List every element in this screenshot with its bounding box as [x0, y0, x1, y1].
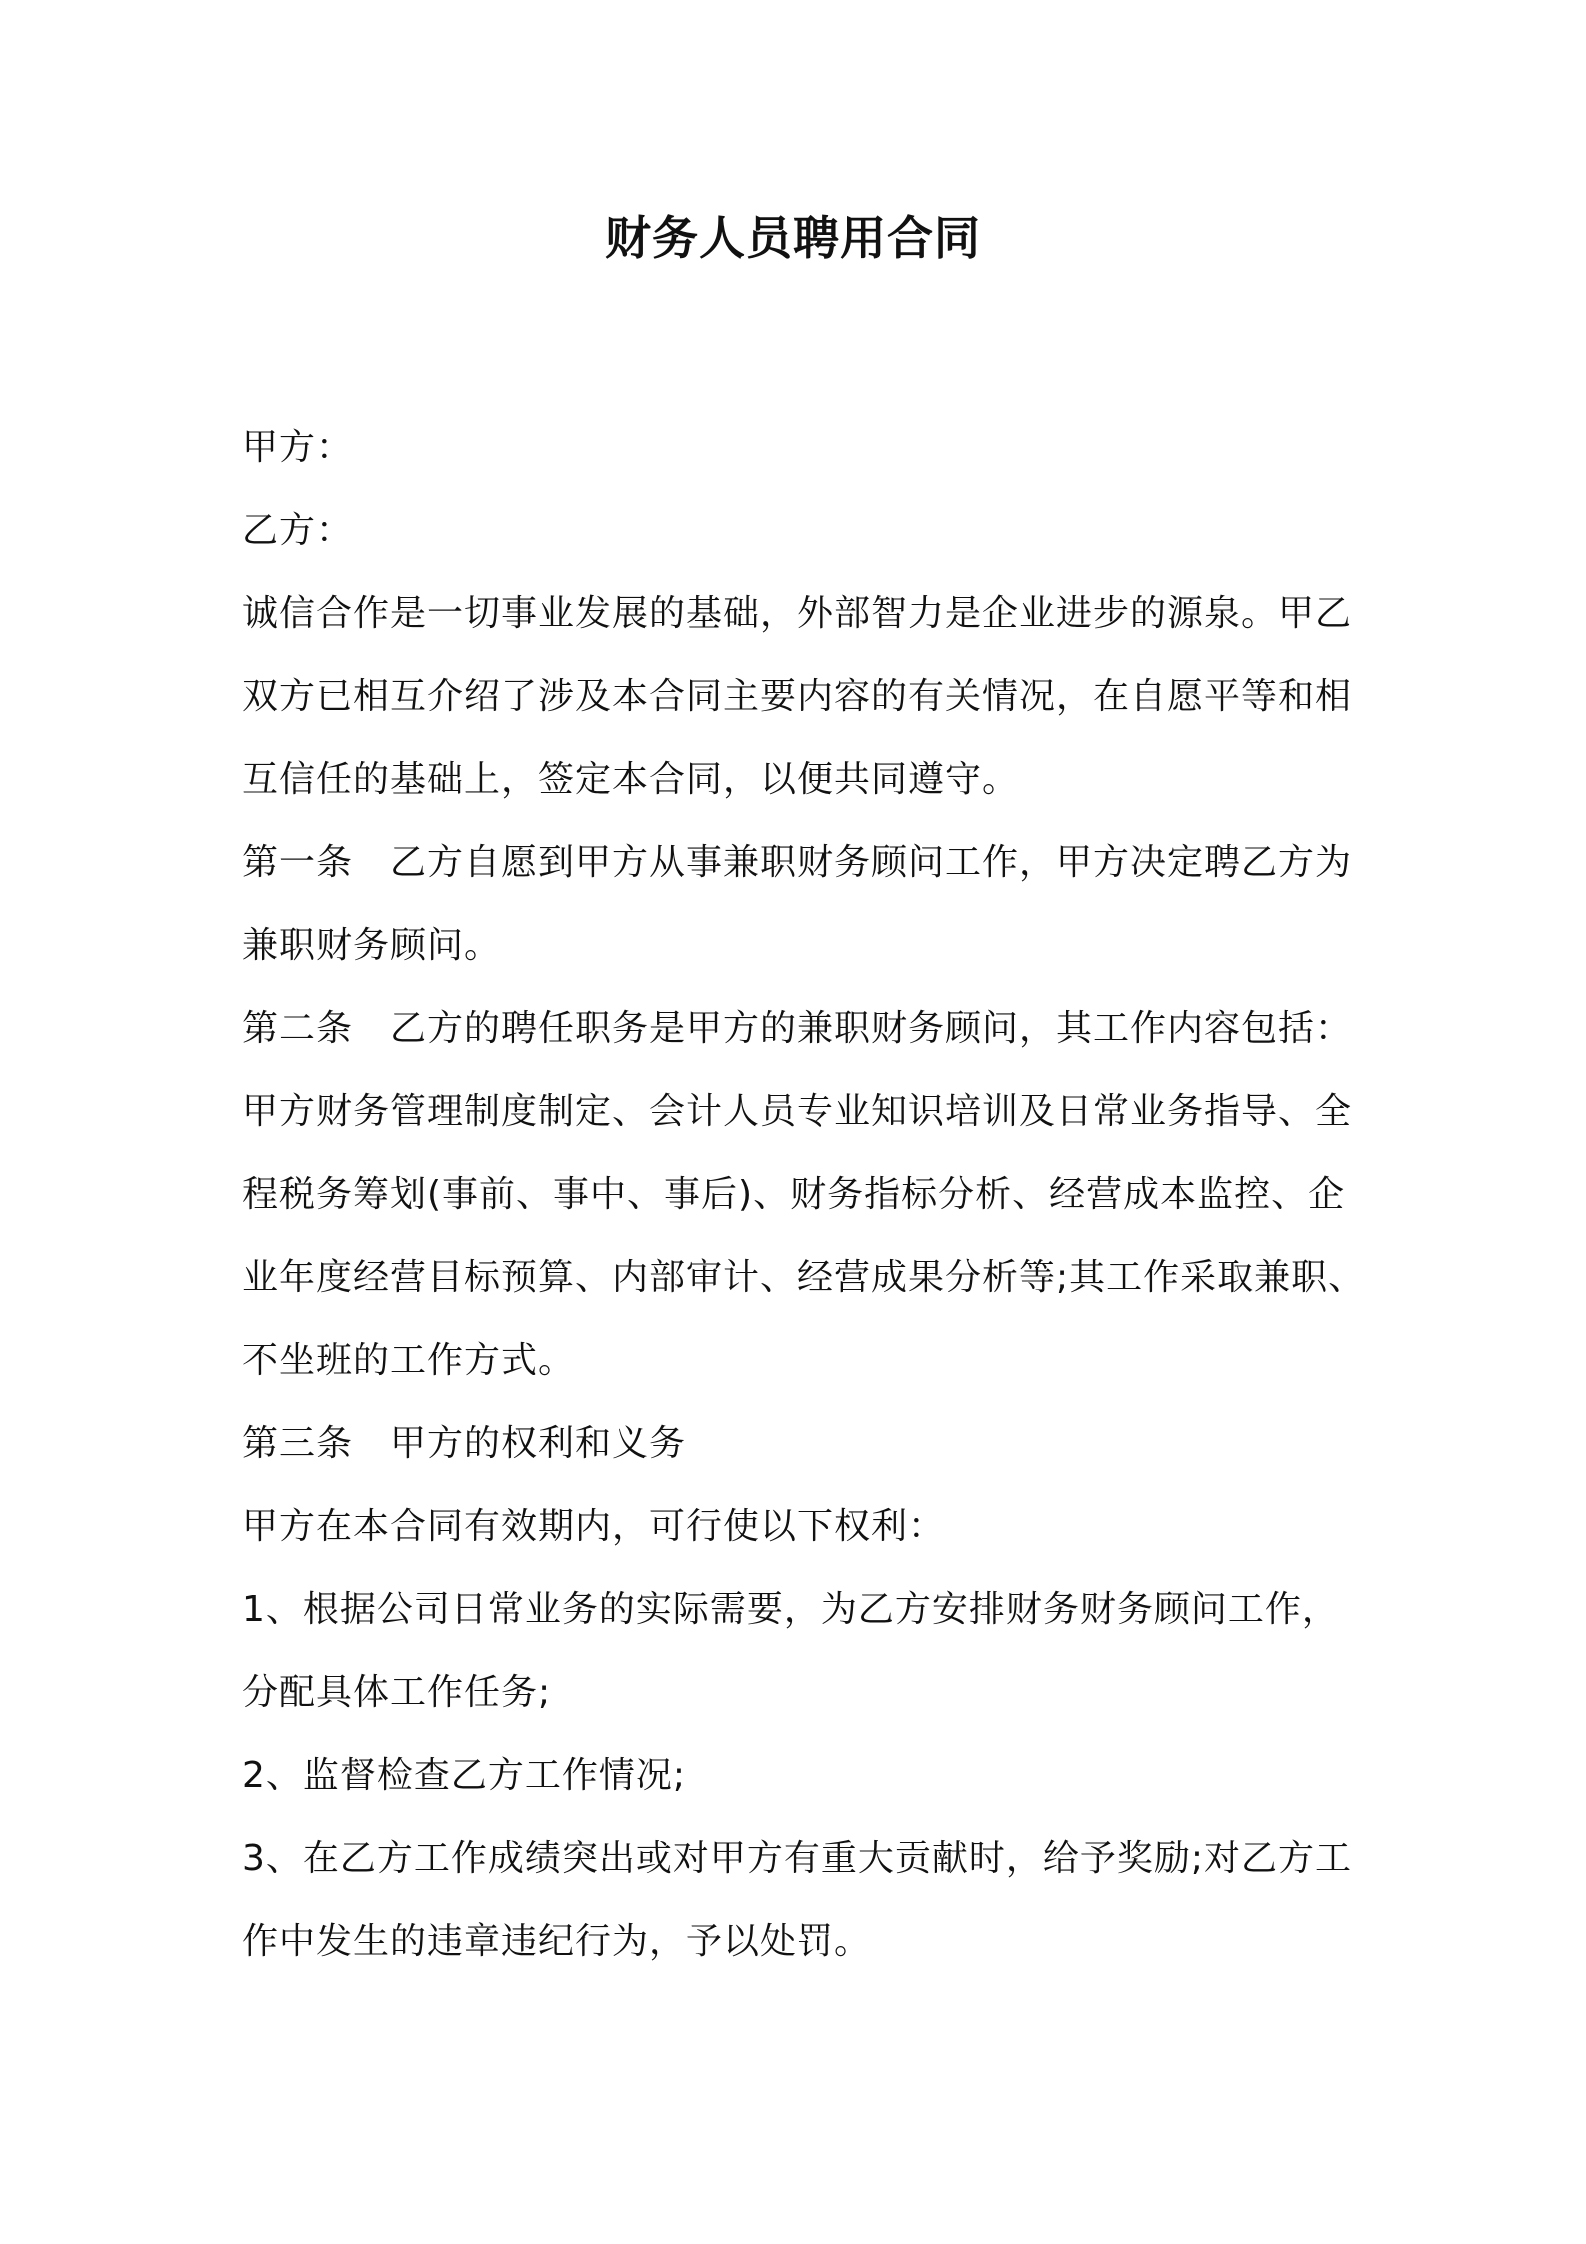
document-title: 财务人员聘用合同: [605, 211, 981, 265]
party-b-line: 乙方：: [242, 510, 354, 551]
preamble-line-3: 互信任的基础上，签定本合同，以便共同遵守。: [242, 759, 1020, 800]
preamble-line-1: 诚信合作是一切事业发展的基础，外部智力是企业进步的源泉。甲乙: [242, 593, 1353, 634]
article-2-line-1: 第二条 乙方的聘任职务是甲方的兼职财务顾问，其工作内容包括：: [242, 1008, 1353, 1049]
article-2-line-3: 程税务筹划(事前、事中、事后)、财务指标分析、经营成本监控、企: [242, 1174, 1346, 1215]
right-1-line-1: 1、根据公司日常业务的实际需要，为乙方安排财务财务顾问工作，: [242, 1589, 1339, 1630]
preamble-line-2: 双方已相互介绍了涉及本合同主要内容的有关情况，在自愿平等和相: [242, 676, 1353, 717]
document-body: [242, 406, 1366, 1983]
article-1-line-1: 第一条 乙方自愿到甲方从事兼职财务顾问工作，甲方决定聘乙方为: [242, 842, 1353, 883]
article-2-line-5: 不坐班的工作方式。: [242, 1340, 576, 1381]
article-2-line-2: 甲方财务管理制度制定、会计人员专业知识培训及日常业务指导、全: [242, 1091, 1353, 1132]
article-3-heading: 第三条 甲方的权利和义务: [242, 1423, 687, 1464]
right-1-line-2: 分配具体工作任务;: [242, 1672, 552, 1713]
article-3-intro: 甲方在本合同有效期内，可行使以下权利：: [242, 1506, 946, 1547]
article-1-line-2: 兼职财务顾问。: [242, 925, 502, 966]
right-3-line-2: 作中发生的违章违纪行为，予以处罚。: [242, 1921, 872, 1962]
right-2-line: 2、监督检查乙方工作情况;: [242, 1755, 687, 1796]
article-2-line-4: 业年度经营目标预算、内部审计、经营成果分析等;其工作采取兼职、: [242, 1257, 1366, 1298]
party-a-line: 甲方：: [242, 427, 354, 468]
right-3-line-1: 3、在乙方工作成绩突出或对甲方有重大贡献时，给予奖励;对乙方工: [242, 1838, 1353, 1879]
